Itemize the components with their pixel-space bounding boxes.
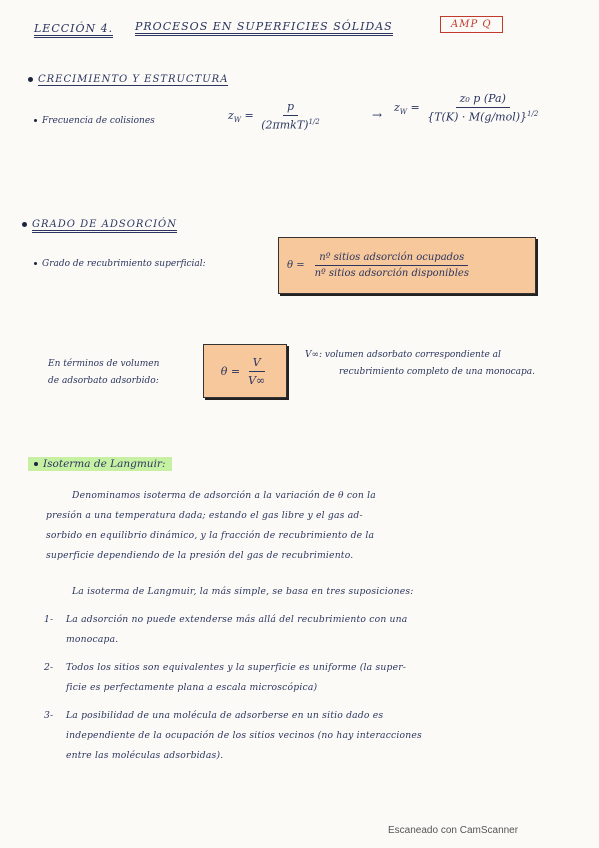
recubrimiento-text: Grado de recubrimiento superficial:: [42, 259, 206, 269]
theta-definition-box: [278, 237, 536, 294]
frecuencia-text: Frecuencia de colisiones: [42, 116, 155, 126]
section-crecimiento-title: CRECIMIENTO Y ESTRUCTURA: [38, 74, 229, 85]
vinf-line-2: recubrimiento completo de una monocapa.: [339, 367, 536, 377]
p1-line-2: presión a una temperatura dada; estando el gas libre y el gas ad-: [46, 510, 363, 521]
f1-sub: W: [233, 116, 241, 125]
section-langmuir: [28, 458, 172, 470]
box2-num: V: [249, 356, 265, 372]
f2-num: z₀ p (Pa): [456, 92, 510, 108]
box1-fraction: [311, 252, 473, 279]
box1-num: nº sitios adsorción ocupados: [315, 252, 468, 266]
lesson-number: LECCIÓN 4.: [34, 22, 113, 38]
f1-exp: 1/2: [308, 118, 320, 126]
f1-fraction: [257, 100, 324, 132]
item-2-number: 2-: [44, 662, 54, 673]
volumen-line-1: En términos de volumen: [48, 359, 160, 369]
p1-line-1: Denominamos isoterma de adsorción a la variación de θ con la: [72, 490, 376, 501]
f1-num: p: [283, 100, 298, 116]
bullet-icon: [28, 77, 33, 82]
volumen-text: [48, 356, 159, 390]
f1-den-wrap: [257, 116, 324, 132]
bullet-icon: [22, 222, 27, 227]
f2-sub: W: [399, 108, 407, 117]
f2-den: {T(K) · M(g/mol)}: [427, 110, 528, 124]
box2-fraction: [244, 356, 269, 387]
supposition-2: [44, 658, 569, 698]
box2-den: V∞: [248, 373, 266, 387]
item-1-line-1: La adsorción no puede extenderse más allá del recubrimiento con una: [66, 614, 408, 625]
item-1-line-2: monocapa.: [66, 634, 119, 645]
supposition-3: [44, 706, 569, 766]
item-3-line-1: La posibilidad de una molécula de adsorberse en un sitio dado es: [66, 710, 384, 721]
f1-lhs: z: [228, 108, 234, 122]
bullet-icon: [34, 119, 37, 122]
item-1-number: 1-: [44, 614, 54, 625]
scanner-watermark: Escaneado con CamScanner: [388, 825, 519, 836]
supposition-1: [44, 610, 569, 650]
formula-zw-1: $z_W$ = $\frac{p}{(2\pi mkT)^{1/2}}$: [228, 100, 324, 132]
vinf-definition: [305, 347, 535, 381]
p1-line-4: superficie dependiendo de la presión del gas de recubrimiento.: [46, 550, 354, 561]
item-2-line-1: Todos los sitios son equivalentes y la superficie es uniforme (la super-: [66, 662, 407, 673]
section-grado-title: GRADO DE ADSORCIÓN: [32, 219, 177, 233]
langmuir-paragraph: [46, 486, 566, 566]
f2-fraction: [423, 92, 542, 124]
formula-zw-2: $z_W$ = $\frac{\text{z₀ p (Pa)}}{\{T(K) \cdot M(g/mol)\}^{1/2}}$: [394, 92, 542, 124]
section-grado: [22, 219, 177, 230]
item-2-line-2: ficie es perfectamente plana a escala microscópica): [66, 682, 318, 693]
item-3-number: 3-: [44, 710, 54, 721]
theta-volume-box: [203, 344, 287, 398]
lesson-badge: AMP Q: [440, 16, 503, 33]
f2-exp: 1/2: [527, 110, 539, 118]
langmuir-title: Isoterma de Langmuir:: [43, 458, 166, 470]
f2-den-wrap: [423, 108, 542, 124]
lesson-topic: PROCESOS EN SUPERFICIES SÓLIDAS: [135, 20, 393, 36]
f2-lhs: z: [394, 100, 400, 114]
item-3-line-3: entre las moléculas adsorbidas).: [66, 750, 224, 761]
bullet-icon: [34, 462, 38, 466]
vinf-line-1: V∞: volumen adsorbato correspondiente al: [305, 350, 501, 360]
langmuir-suppositions-intro: La isoterma de Langmuir, la más simple, se basa en tres suposiciones:: [72, 586, 414, 597]
bullet-icon: [34, 262, 37, 265]
frecuencia-label: [34, 116, 155, 126]
box1-den: nº sitios adsorción disponibles: [314, 268, 469, 279]
box2-lhs: θ =: [220, 364, 241, 378]
p1-line-3: sorbido en equilibrio dinámico, y la fracción de recubrimiento de la: [46, 530, 375, 541]
section-crecimiento: [28, 74, 228, 85]
item-3-line-2: independiente de la ocupación de los sitios vecinos (no hay interacciones: [66, 730, 422, 741]
box1-lhs: θ =: [287, 260, 305, 271]
arrow-icon: →: [372, 108, 383, 122]
langmuir-highlight: [28, 457, 172, 471]
volumen-line-2: de adsorbato adsorbido:: [48, 376, 159, 386]
f1-den: (2πmkT): [261, 118, 309, 132]
recubrimiento-label: [34, 259, 206, 269]
